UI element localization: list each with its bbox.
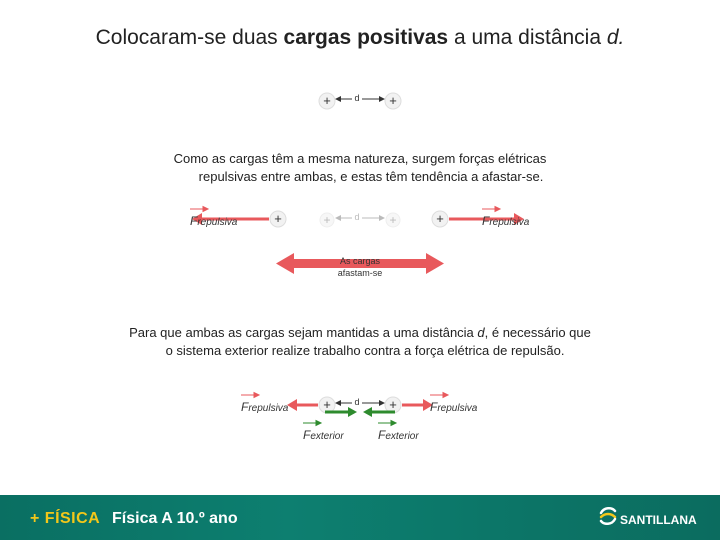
force-symbol: F <box>190 214 198 228</box>
row1-charges <box>319 93 401 109</box>
charge-left-sign: + <box>323 93 331 108</box>
charge-right-moved-sign: + <box>436 211 444 226</box>
charge-left-moved-sign: + <box>274 211 282 226</box>
explanation2-line2: o sistema exterior realize trabalho contra a força elétrica de repulsão. <box>165 343 565 358</box>
ghost-charge-right-sign: + <box>389 213 397 227</box>
label-force-exterior-left <box>303 428 344 442</box>
apart-arrowhead-right <box>426 253 444 274</box>
force-exterior-arrowhead-right <box>363 407 372 417</box>
explanation-repulsion <box>0 150 720 186</box>
force-symbol: F <box>482 214 490 228</box>
force-symbol: F <box>241 400 249 414</box>
explanation-line1: Como as cargas têm a mesma natureza, surgem forças elétricas <box>173 151 547 166</box>
explanation2-line1-italic: d <box>477 325 485 340</box>
footer-brand: + FÍSICA <box>30 510 101 527</box>
label-force-repulsive-left <box>190 214 237 228</box>
title-part2: a uma distância <box>448 26 607 49</box>
label-force-repulsive-left-row3 <box>241 400 288 414</box>
explanation-line2: repulsivas entre ambas, e estas têm tendência a afastar-se. <box>198 169 544 184</box>
force-subscript: repulsiva <box>248 403 289 414</box>
footer-course: Física A 10.º ano <box>112 510 238 527</box>
label-force-exterior-right <box>378 428 419 442</box>
charge-right-held-sign: + <box>389 397 397 412</box>
vector-overbars-exterior <box>303 421 396 426</box>
label-force-repulsive-right-row3 <box>430 400 477 414</box>
footer-publisher: SANTILLANA <box>620 513 697 527</box>
row3-exterior <box>287 397 433 417</box>
caption-line2: afastam-se <box>337 268 383 278</box>
force-symbol: F <box>430 400 438 414</box>
force-subscript: exterior <box>385 431 419 442</box>
force-symbol: F <box>378 428 386 442</box>
vector-overbars <box>190 207 500 398</box>
apart-arrowhead-left <box>276 253 294 274</box>
explanation-exterior-work <box>0 324 720 360</box>
caption-line1: As cargas <box>339 256 381 266</box>
title-part1: Colocaram-se duas <box>95 26 284 49</box>
force-repulsive-arrowhead-left <box>287 399 297 411</box>
ghost-distance-label: d <box>354 212 360 222</box>
explanation2-line1-b: , é necessário que <box>484 325 591 340</box>
distance-label: d <box>354 93 360 103</box>
caption-charges-apart <box>320 255 400 279</box>
force-subscript: exterior <box>310 431 344 442</box>
ghost-charge-left-sign: + <box>323 213 331 227</box>
force-subscript: repulsiva <box>197 217 238 228</box>
explanation2-line1-a: Para que ambas as cargas sejam mantidas a uma distância <box>129 325 478 340</box>
force-exterior-arrowhead-left <box>348 407 357 417</box>
title-bold: cargas positivas <box>283 26 449 49</box>
force-subscript: repulsiva <box>437 403 478 414</box>
charge-left-held-sign: + <box>323 397 331 412</box>
publisher-logo-icon <box>598 505 618 525</box>
force-subscript: repulsiva <box>489 217 530 228</box>
explanation2-line1 <box>0 324 720 342</box>
force-symbol: F <box>303 428 311 442</box>
title-italic: d. <box>606 26 625 49</box>
label-force-repulsive-right <box>482 214 529 228</box>
charge-right-sign: + <box>389 93 397 108</box>
footer-bar <box>0 495 720 540</box>
held-distance-label: d <box>354 397 360 407</box>
